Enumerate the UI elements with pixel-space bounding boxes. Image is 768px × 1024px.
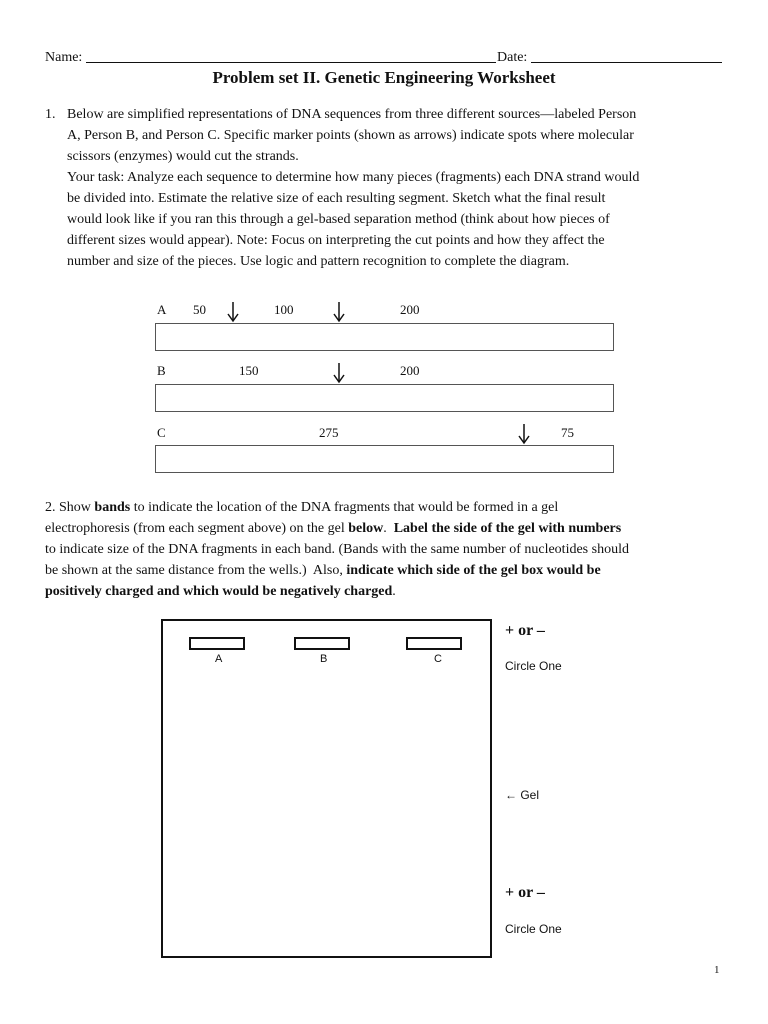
q2-bold-run: Label the side of the gel with numbers <box>393 521 622 536</box>
cut-arrow-icon <box>226 301 240 323</box>
q2-text-run: to indicate the location of the DNA fragments that would be formed in a gel <box>130 500 559 515</box>
q2-text-run: . <box>392 584 396 599</box>
q2-text-run: 2. Show <box>45 500 95 515</box>
date-label: Date: <box>497 50 528 65</box>
q1-line: Below are simplified representations of DNA sequences from three different sources—labeled Person <box>67 107 637 122</box>
strand-a-seg2: 100 <box>274 302 294 317</box>
q2-text-run: electrophoresis (from each segment above) on the gel <box>45 521 349 536</box>
q2-text-run: . <box>383 521 394 536</box>
q2-bold-run: bands <box>94 500 131 515</box>
name-field-line[interactable] <box>86 62 496 63</box>
page-number: 1 <box>714 964 720 976</box>
gel-label: ← Gel <box>505 788 540 802</box>
strand-a-label: A <box>157 302 167 317</box>
date-field-line[interactable] <box>531 62 722 63</box>
q1-line: Your task: Analyze each sequence to determine how many pieces (fragments) each DNA strand would <box>67 170 640 185</box>
q2-text <box>45 497 735 602</box>
bottom-charge-choice[interactable]: + or – <box>505 884 545 901</box>
bottom-circle-one: Circle One <box>505 922 562 936</box>
strand-c-seg2: 75 <box>561 425 574 440</box>
q1-line: scissors (enzymes) would cut the strands. <box>67 149 299 164</box>
q1-line: number and size of the pieces. Use logic and pattern recognition to complete the diagram. <box>67 254 570 269</box>
name-label: Name: <box>45 50 83 65</box>
strand-c-bar <box>155 445 614 473</box>
well-b-label: B <box>320 653 328 665</box>
top-circle-one: Circle One <box>505 659 562 673</box>
q2-text-run: be shown at the same distance from the wells.) Also, <box>45 563 347 578</box>
q1-line: would look like if you ran this through a gel-based separation method (think about how pieces of <box>67 212 610 227</box>
well-c-label: C <box>434 653 442 665</box>
top-charge-choice[interactable]: + or – <box>505 622 545 639</box>
well-a <box>189 637 245 650</box>
strand-a-seg3: 200 <box>400 302 420 317</box>
well-b <box>294 637 350 650</box>
q1-text <box>67 104 737 272</box>
q2-bold-run: indicate which side of the gel box would be <box>346 563 601 578</box>
cut-arrow-icon <box>332 362 346 384</box>
strand-a-seg1: 50 <box>193 302 206 317</box>
strand-c-seg1: 275 <box>319 425 339 440</box>
cut-arrow-icon <box>517 423 531 445</box>
strand-b-bar <box>155 384 614 412</box>
page-title: Problem set II. Genetic Engineering Worksheet <box>212 68 556 87</box>
well-a-label: A <box>215 653 223 665</box>
cut-arrow-icon <box>332 301 346 323</box>
q2-bold-run: positively charged and which would be negatively charged <box>45 584 393 599</box>
q1-number: 1. <box>45 107 56 122</box>
q2-text-run: to indicate size of the DNA fragments in each band. (Bands with the same number of nucleotides should <box>45 542 629 557</box>
strand-a-bar <box>155 323 614 351</box>
strand-b-label: B <box>157 363 166 378</box>
strand-b-seg2: 200 <box>400 363 420 378</box>
well-c <box>406 637 462 650</box>
gel-box[interactable] <box>161 619 492 958</box>
q1-line: be divided into. Estimate the relative size of each resulting segment. Sketch what the final result <box>67 191 606 206</box>
strand-b-seg1: 150 <box>239 363 259 378</box>
q1-line: A, Person B, and Person C. Specific marker points (shown as arrows) indicate spots where molecular <box>67 128 634 143</box>
q2-bold-run: below <box>348 521 384 536</box>
strand-c-label: C <box>157 425 166 440</box>
q1-line: different sizes would appear). Note: Focus on interpreting the cut points and how they affect the <box>67 233 605 248</box>
